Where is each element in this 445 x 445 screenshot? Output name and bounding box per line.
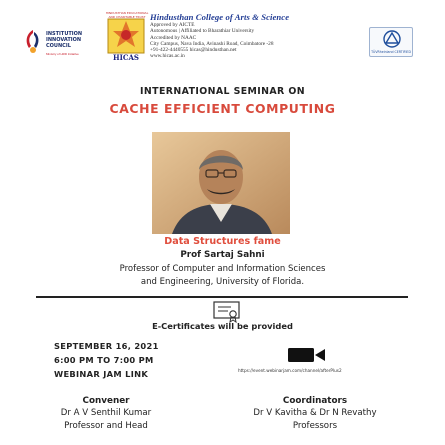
college-address: City Campus, Nava India, Avinashi Road, Coimbatore -28 [150, 40, 274, 47]
iic-name: INSTITUTION INNOVATION COUNCIL [46, 31, 83, 49]
college-name: Hindusthan College of Arts & Science [150, 12, 290, 22]
speaker-portrait-icon [152, 132, 290, 234]
speaker-name: Prof Sartaj Sahni [180, 250, 265, 260]
speaker-designation-line2: and Engineering, University of Florida. [140, 276, 305, 287]
header-banner [0, 0, 445, 78]
convener-role: Professor and Head [64, 421, 148, 431]
iic-logo [22, 28, 92, 60]
college-info [150, 12, 355, 60]
crest-top-text: HINDUSTHAN EDUCATIONAL AND CHARITABLE TRUST [105, 11, 149, 19]
college-contact: +91-422-4440555 hicas@hindusthan.net [150, 47, 237, 54]
event-time: 6:00 PM TO 7:00 PM [54, 355, 154, 365]
convener-heading: Convener [82, 396, 130, 406]
seminar-topic: CACHE EFFICIENT COMPUTING [109, 101, 336, 116]
video-camera-icon [288, 346, 326, 364]
certificate-notice: E-Certificates will be provided [152, 321, 293, 331]
college-website: www.hicas.ac.in [150, 53, 185, 60]
speaker-photo [152, 132, 290, 234]
event-date: SEPTEMBER 16, 2021 [54, 341, 159, 351]
event-platform: WEBINAR JAM LINK [54, 369, 149, 379]
iic-mark-icon [22, 28, 44, 56]
coordinators-names: Dr V Kavitha & Dr N Revathy [253, 408, 377, 418]
iic-subtitle: Ministry of HRD Initiative [46, 52, 79, 56]
certificate-icon [213, 301, 240, 323]
section-divider [36, 296, 408, 298]
convener-name: Dr A V Senthil Kumar [60, 408, 152, 418]
crest-label: HICAS [113, 53, 139, 62]
tuv-certification-logo [369, 27, 413, 57]
college-approval: Approved by AICTE [150, 22, 195, 28]
speaker-designation [0, 263, 445, 288]
college-accreditation: Accredited by NAAC [150, 34, 197, 41]
webinar-link[interactable]: https://event.webinarjam.com/channel/afterPlus2 [238, 368, 342, 373]
college-affiliation: Autonomous | Affiliated to Bharathiar University [150, 28, 255, 35]
coordinators-role: Professors [292, 421, 338, 431]
speaker-tagline: Data Structures fame [164, 236, 281, 247]
speaker-designation-line1: Professor of Computer and Information Sciences [119, 264, 326, 274]
seminar-title: INTERNATIONAL SEMINAR ON [140, 86, 305, 97]
tuv-triangle-icon [370, 28, 414, 50]
coordinators-heading: Coordinators [282, 396, 348, 406]
tuv-label: TÜVRheinland CERTIFIED [371, 50, 411, 54]
